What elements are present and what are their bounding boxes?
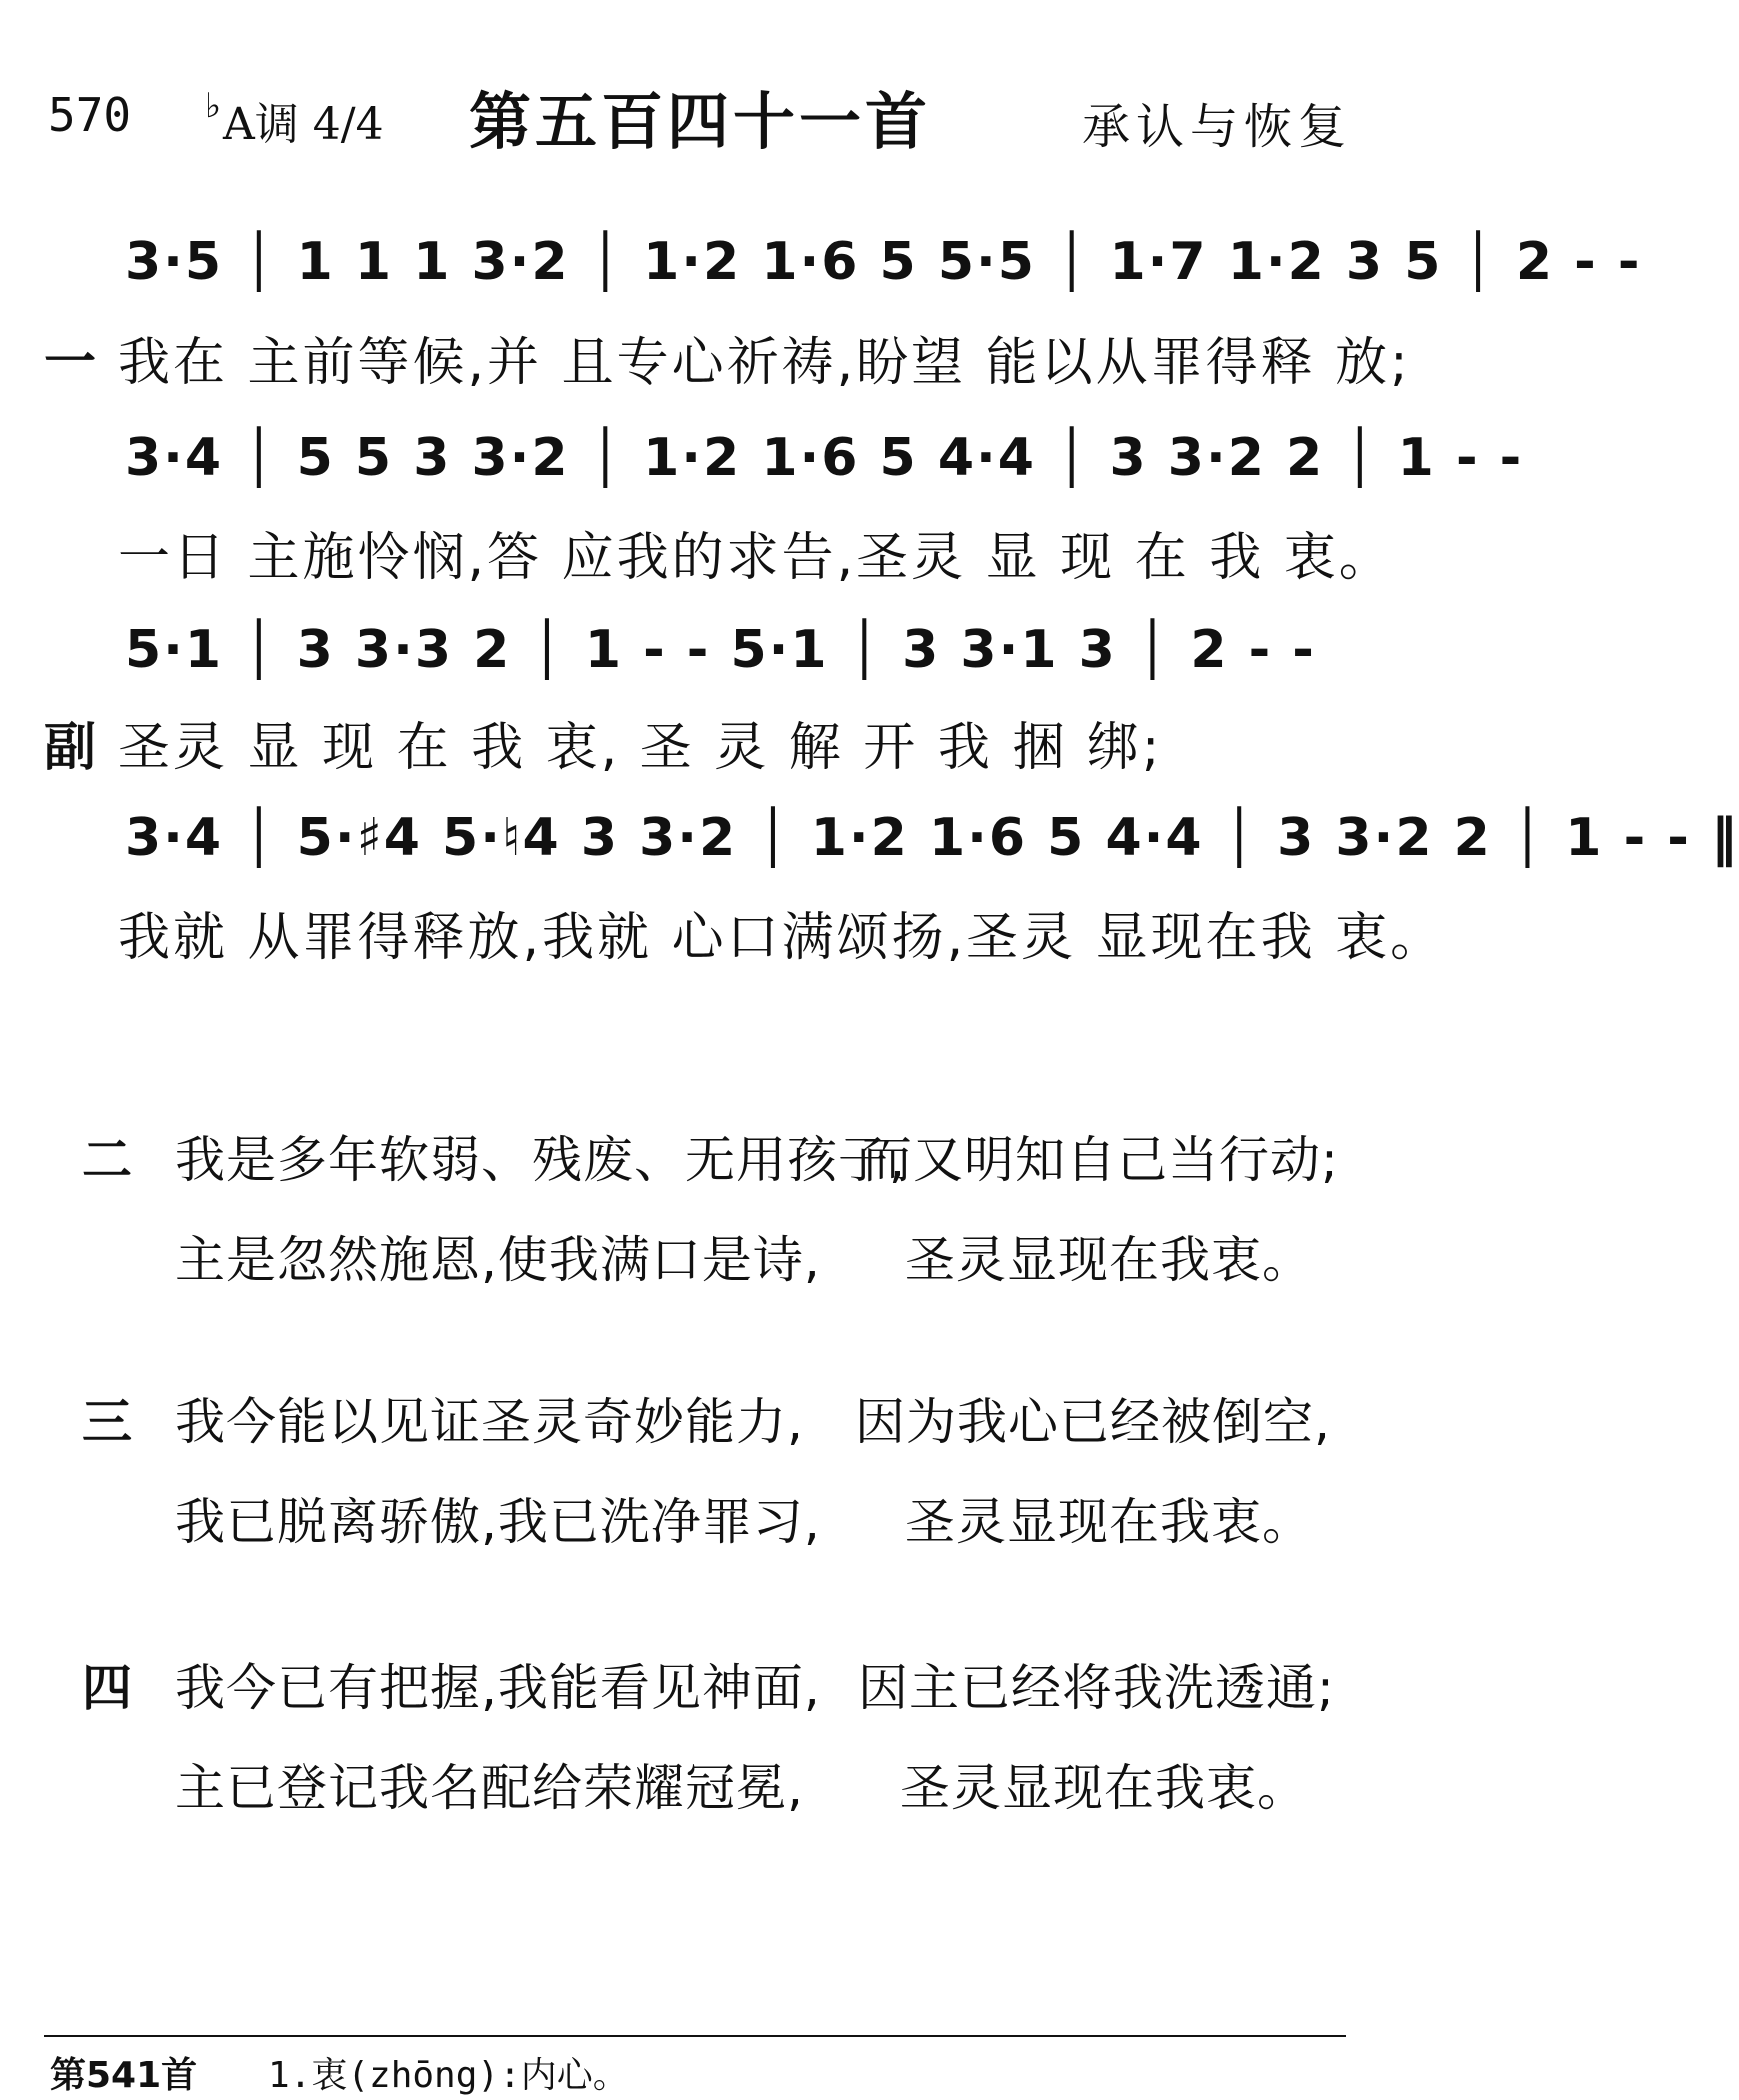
verse-3-line-2-right: 圣灵显现在我衷。 — [905, 1493, 1313, 1551]
key-and-time: A调 4/4 — [223, 99, 384, 150]
lyrics-line-1: 我在 主前等候,并 且专心祈祷,盼望 能以从罪得释 放; — [118, 333, 1411, 393]
verse-label-1: 一 — [44, 333, 97, 393]
chorus-label: 副 — [44, 718, 97, 778]
footnote-hymn-label: 第541首 — [50, 2055, 198, 2096]
footnote-divider — [44, 2035, 1346, 2037]
hymn-title: 第五百四十一首 — [468, 85, 931, 158]
lyrics-line-4: 我就 从罪得释放,我就 心口满颂扬,圣灵 显现在我 衷。 — [118, 908, 1446, 968]
notation-line-3: 5·1 │ 3 3·3 2 │ 1 - - 5·1 │ 3 3·1 3 │ 2 - - — [125, 620, 1316, 680]
footnote-text: 1.衷(zhōng):内心。 — [268, 2055, 629, 2096]
verse-number-3: 三 — [82, 1393, 132, 1451]
flat-sign: ♭ — [205, 86, 222, 126]
verse-2-line-1-left: 我是多年软弱、残废、无用孩子, — [175, 1131, 906, 1189]
verse-4-line-1-left: 我今已有把握,我能看见神面, — [175, 1659, 821, 1717]
verse-number-4: 四 — [82, 1659, 132, 1717]
notation-line-1: 3·5 │ 1 1 1 3·2 │ 1·2 1·6 5 5·5 │ 1·7 1·2 3 5 │ 2 - - — [125, 232, 1642, 292]
verse-number-2: 二 — [82, 1131, 132, 1189]
notation-line-2: 3·4 │ 5 5 3 3·2 │ 1·2 1·6 5 4·4 │ 3 3·2 2 │ 1 - - — [125, 428, 1524, 488]
lyrics-line-2: 一日 主施怜悯,答 应我的求告,圣灵 显 现 在 我 衷。 — [118, 528, 1394, 588]
verse-2-line-2-right: 圣灵显现在我衷。 — [905, 1231, 1313, 1289]
verse-3-line-1-right: 因为我心已经被倒空, — [855, 1393, 1331, 1451]
hymn-category: 承认与恢复 — [1081, 99, 1352, 155]
lyrics-line-3: 圣灵 显 现 在 我 衷, 圣 灵 解 开 我 捆 绑; — [118, 718, 1163, 778]
notation-line-4: 3·4 │ 5·♯4 5·♮4 3 3·2 │ 1·2 1·6 5 4·4 │ 3 3·2 2 │ 1 - - ‖ — [125, 808, 1739, 868]
verse-3-line-1-left: 我今能以见证圣灵奇妙能力, — [175, 1393, 804, 1451]
verse-3-line-2-left: 我已脱离骄傲,我已洗净罪习, — [175, 1493, 821, 1551]
verse-4-line-2-left: 主已登记我名配给荣耀冠冕, — [175, 1759, 804, 1817]
verse-2-line-2-left: 主是忽然施恩,使我满口是诗, — [175, 1231, 821, 1289]
hymnal-page-number: 570 — [48, 88, 132, 142]
verse-2-line-1-right: 而又明知自己当行动; — [862, 1131, 1339, 1189]
verse-4-line-1-right: 因主已经将我洗透通; — [858, 1659, 1335, 1717]
verse-4-line-2-right: 圣灵显现在我衷。 — [900, 1759, 1308, 1817]
